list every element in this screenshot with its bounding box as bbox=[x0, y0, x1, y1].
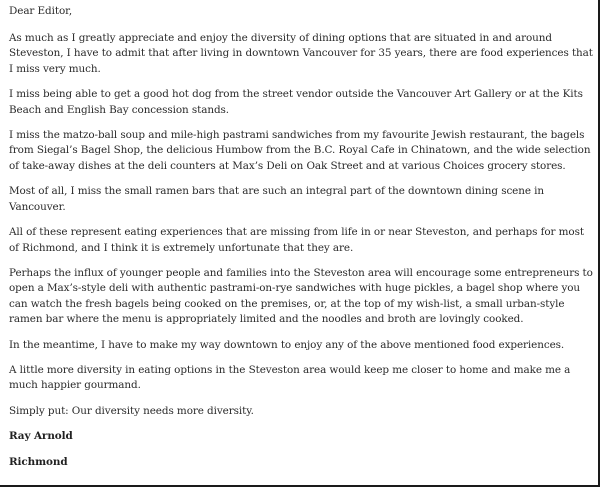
letter-greeting: Dear Editor, bbox=[9, 5, 73, 17]
letter-paragraph: A little more diversity in eating options in the Steveston area would keep me closer to home and make me a much happier gourmand. bbox=[9, 363, 571, 392]
letter-paragraph: Perhaps the influx of younger people and families into the Steveston area will encourage some entrepreneurs to open a Max’s-style deli with authentic pastrami-on-rye sandwiches with huge pickles, a bagel shop where you can watch the fresh bagels being cooked on the premises, or, at the top of my wish-list, a small urban-style ramen bar where the menu is appropriately limited and the noodles and broth are lovingly cooked. bbox=[9, 266, 593, 326]
letter-paragraph: Most of all, I miss the small ramen bars that are such an integral part of the downtown dining scene in Vancouver. bbox=[9, 185, 545, 213]
letter-paragraph: I miss being able to get a good hot dog from the street vendor outside the Vancouver Art Gallery or at the Kits Beach and English Bay concession stands. bbox=[9, 87, 583, 116]
letter-body bbox=[9, 4, 595, 481]
signature-city: Richmond bbox=[9, 456, 68, 468]
letter-paragraph: I miss the matzo-ball soup and mile-high pastrami sandwiches from my favourite Jewish restaurant, the bagels from Siegal’s Bagel Shop, the delicious Humbow from the B.C. Royal Cafe in Chinatown, and the wide selection of take-away dishes at the deli counters at Max’s Deli on Oak Street and at various Choices grocery stores. bbox=[9, 128, 591, 172]
letter-paragraph: All of these represent eating experiences that are missing from life in or near Steveston, and perhaps for most of Richmond, and I think it is extremely unfortunate that they are. bbox=[9, 225, 584, 254]
letter-paragraph: As much as I greatly appreciate and enjoy the diversity of dining options that are situated in and around Steveston, I have to admit that after living in downtown Vancouver for 35 years, there are food experiences that I miss very much. bbox=[9, 31, 593, 75]
signature-name: Ray Arnold bbox=[9, 429, 73, 442]
letter-paragraph: In the meantime, I have to make my way downtown to enjoy any of the above mentioned food experiences. bbox=[9, 338, 565, 351]
letter-paragraph: Simply put: Our diversity needs more diversity. bbox=[9, 404, 254, 417]
